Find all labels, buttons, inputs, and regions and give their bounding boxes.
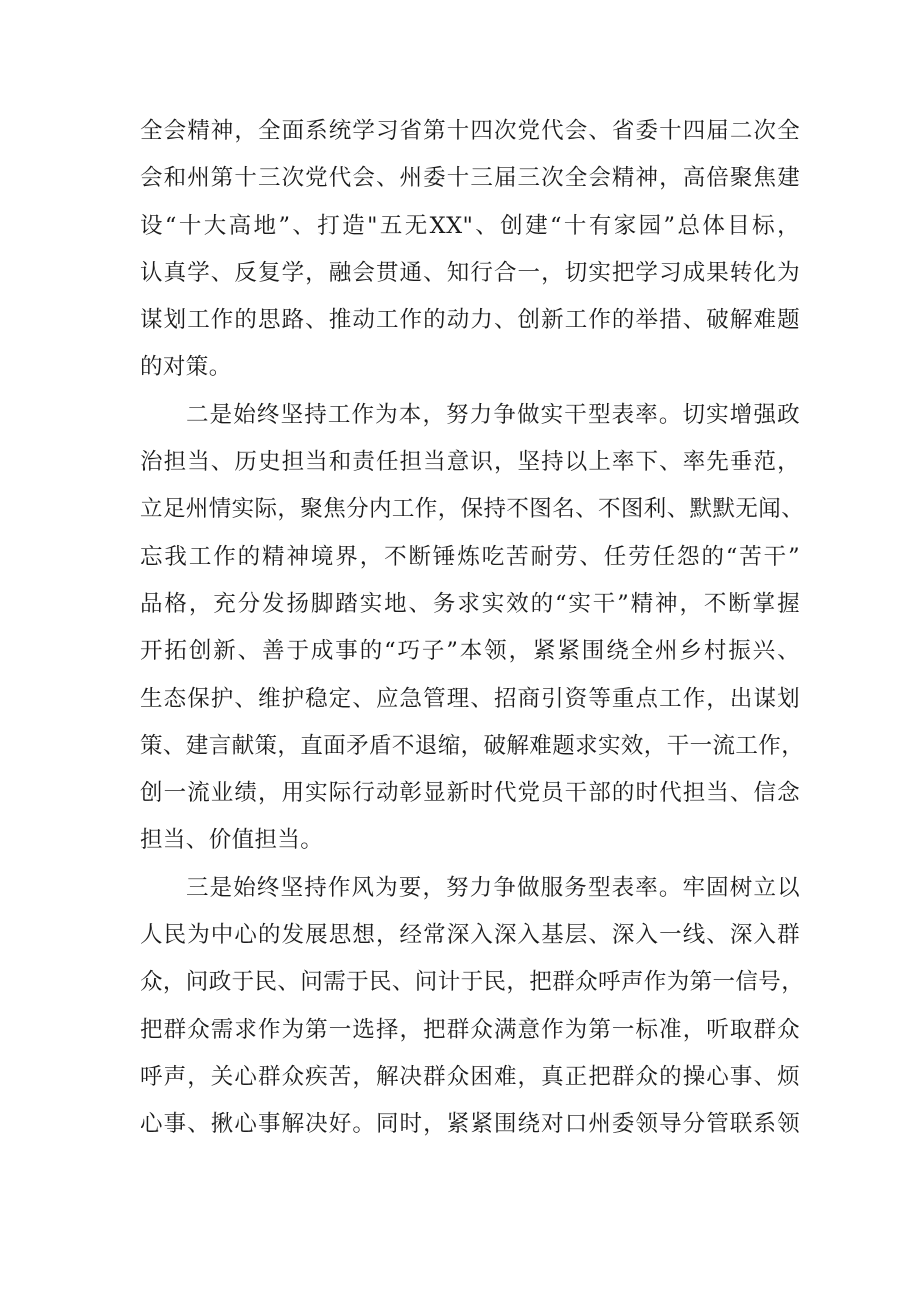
text-line: 立足州情实际，聚焦分内工作，保持不图名、不图利、默默无闻、 <box>140 496 805 523</box>
paragraph-start-line: 二是始终坚持工作为本，努力争做实干型表率。切实增强政 <box>186 401 800 428</box>
text-line: 会和州第十三次党代会、州委十三届三次全会精神，高倍聚焦建 <box>140 165 800 192</box>
text-line: 治担当、历史担当和责任担当意识，坚持以上率下、率先垂范， <box>140 449 800 476</box>
text-line: 把群众需求作为第一选择，把群众满意作为第一标准，听取群众 <box>140 1016 800 1043</box>
text-line: 开拓创新、善于成事的“巧子”本领，紧紧围绕全州乡村振兴、 <box>140 638 800 665</box>
paragraph-start-line: 三是始终坚持作风为要，努力争做服务型表率。牢固树立以 <box>186 874 800 901</box>
text-line: 人民为中心的发展思想，经常深入深入基层、深入一线、深入群 <box>140 922 800 949</box>
text-line: 谋划工作的思路、推动工作的动力、创新工作的举措、破解难题 <box>140 307 800 334</box>
text-line: 担当、价值担当。 <box>140 827 324 854</box>
text-line: 众，问政于民、问需于民、问计于民，把群众呼声作为第一信号， <box>140 969 805 996</box>
text-line: 创一流业绩，用实际行动彰显新时代党员干部的时代担当、信念 <box>140 780 800 807</box>
text-line: 心事、揪心事解决好。同时，紧紧围绕对口州委领导分管联系领 <box>140 1111 800 1138</box>
text-line: 忘我工作的精神境界，不断锤炼吃苦耐劳、任劳任怨的“苦干” <box>140 543 800 570</box>
text-line: 呼声，关心群众疾苦，解决群众困难，真正把群众的操心事、烦 <box>140 1063 800 1090</box>
text-line: 设“十大高地”、打造"五无XX"、创建“十有家园”总体目标， <box>140 212 800 239</box>
document-body <box>140 108 805 1149</box>
text-line: 生态保护、维护稳定、应急管理、招商引资等重点工作，出谋划 <box>140 685 800 712</box>
text-line: 策、建言献策，直面矛盾不退缩，破解难题求实效，干一流工作， <box>140 732 805 759</box>
text-line: 全会精神，全面系统学习省第十四次党代会、省委十四届二次全 <box>140 118 800 144</box>
text-line: 品格，充分发扬脚踏实地、务求实效的“实干”精神，不断掌握 <box>140 590 800 617</box>
text-line: 认真学、反复学，融会贯通、知行合一，切实把学习成果转化为 <box>140 259 800 286</box>
text-line: 的对策。 <box>140 354 232 381</box>
